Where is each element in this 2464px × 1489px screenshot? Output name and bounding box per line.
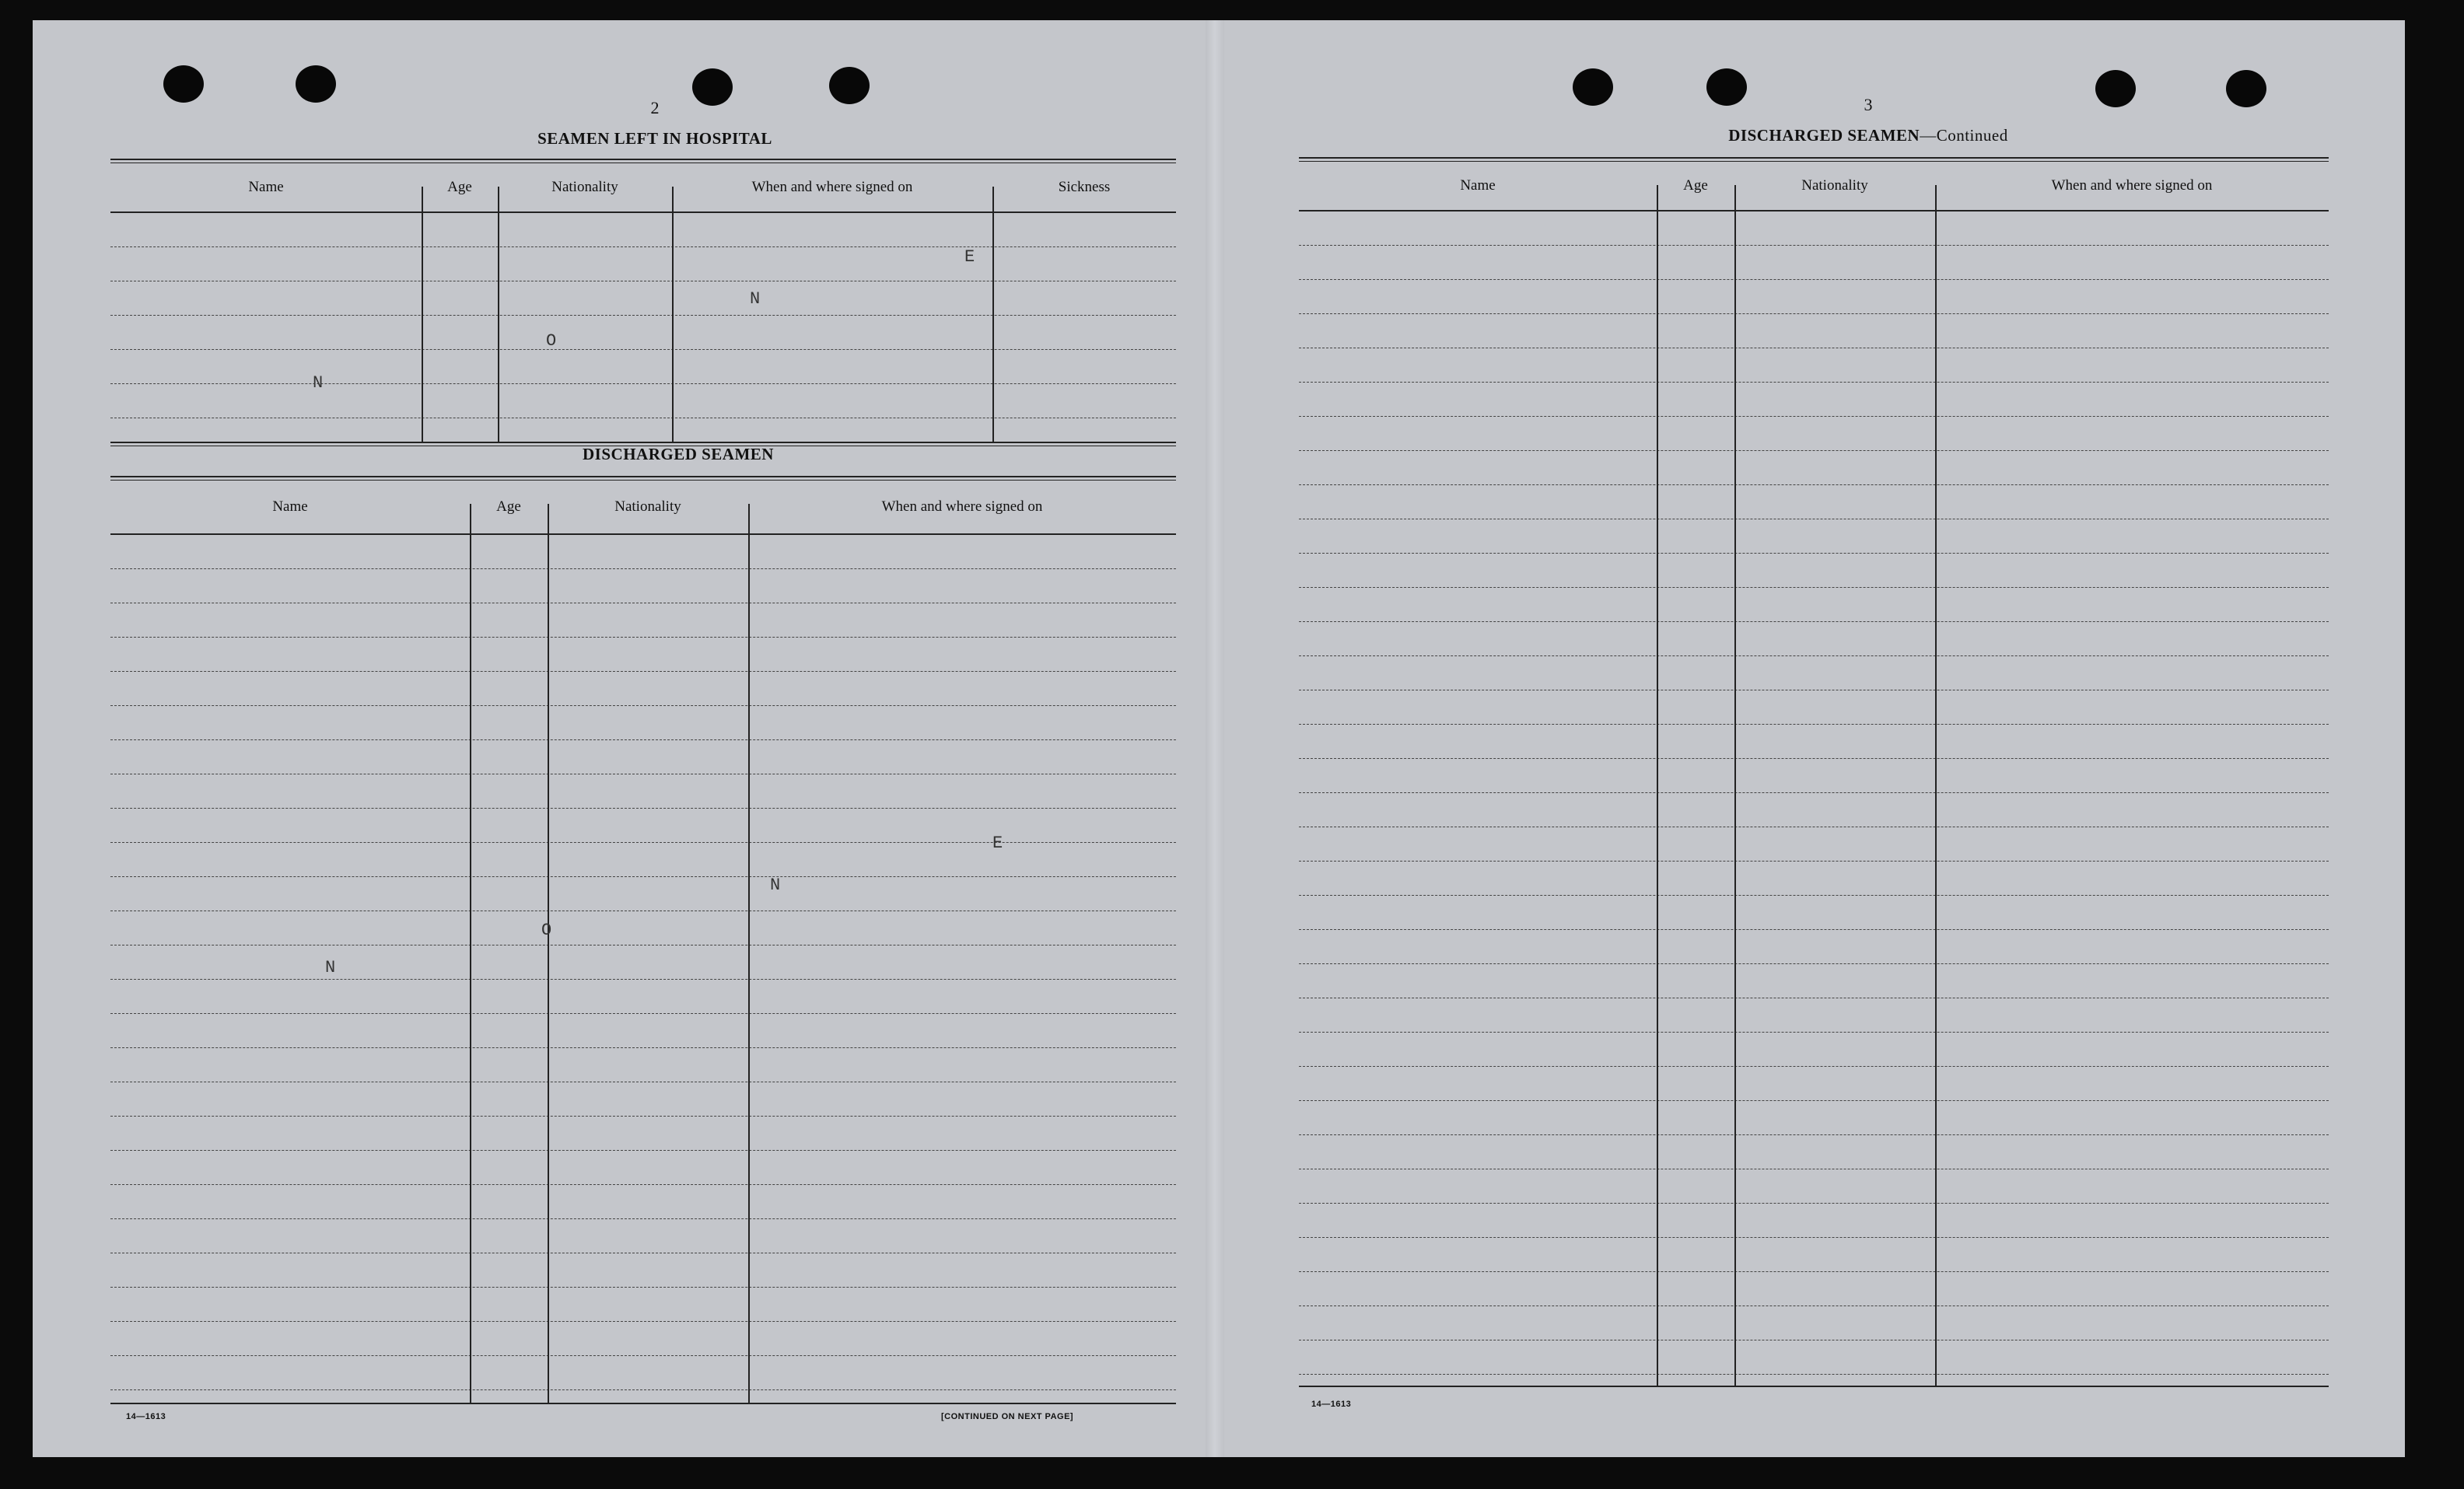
table-row bbox=[1299, 690, 2329, 725]
page-number: 2 bbox=[650, 98, 660, 117]
hospital-rows bbox=[110, 213, 1176, 418]
table-row bbox=[110, 384, 1176, 418]
table-row bbox=[110, 350, 1176, 384]
discharged-rows bbox=[110, 535, 1176, 1390]
table-row bbox=[110, 1048, 1176, 1082]
table-row bbox=[110, 1322, 1176, 1356]
form-number: 14—1613 bbox=[1311, 1400, 1352, 1409]
table-row bbox=[1299, 622, 2329, 656]
table-row bbox=[1299, 485, 2329, 519]
table-row bbox=[1299, 998, 2329, 1033]
discharged-table bbox=[110, 476, 1176, 1406]
table-row bbox=[1299, 348, 2329, 383]
table-row bbox=[110, 809, 1176, 843]
table-row bbox=[110, 740, 1176, 774]
discharged-title: DISCHARGED SEAMEN bbox=[1728, 126, 1920, 145]
table-row bbox=[1299, 827, 2329, 862]
table-row bbox=[110, 706, 1176, 740]
column-header-age: Age bbox=[496, 498, 521, 515]
discharged-continued-table bbox=[1299, 157, 2329, 1390]
table-row bbox=[110, 535, 1176, 569]
discharged-table-header bbox=[110, 481, 1176, 535]
hospital-table-header bbox=[110, 163, 1176, 213]
discharged-title: DISCHARGED SEAMEN bbox=[583, 445, 774, 463]
table-row bbox=[1299, 759, 2329, 793]
column-header-signed-on: When and where signed on bbox=[881, 498, 1043, 515]
table-row bbox=[110, 877, 1176, 911]
table-row bbox=[1299, 211, 2329, 246]
column-header-name: Name bbox=[1460, 177, 1496, 194]
column-header-nationality: Nationality bbox=[614, 498, 681, 515]
table-row bbox=[1299, 1033, 2329, 1067]
table-row bbox=[1299, 519, 2329, 554]
table-row bbox=[110, 980, 1176, 1014]
right-page bbox=[1224, 20, 2405, 1457]
table-row bbox=[110, 1219, 1176, 1253]
table-row bbox=[110, 774, 1176, 809]
table-row bbox=[1299, 1340, 2329, 1375]
table-row bbox=[110, 1151, 1176, 1185]
none-mark: N bbox=[313, 373, 324, 393]
none-mark: E bbox=[964, 247, 975, 267]
table-row bbox=[110, 213, 1176, 247]
table-row bbox=[110, 911, 1176, 945]
table-row bbox=[1299, 896, 2329, 930]
table-row bbox=[1299, 1169, 2329, 1204]
column-header-name: Name bbox=[248, 179, 284, 195]
table-row bbox=[110, 1014, 1176, 1048]
column-header-name: Name bbox=[272, 498, 308, 515]
table-row bbox=[1299, 656, 2329, 690]
table-row bbox=[1299, 246, 2329, 280]
table-row bbox=[1299, 383, 2329, 417]
table-row bbox=[1299, 930, 2329, 964]
table-row bbox=[110, 1356, 1176, 1390]
page-number: 3 bbox=[1864, 95, 1873, 114]
table-row bbox=[1299, 1204, 2329, 1238]
table-row bbox=[110, 638, 1176, 672]
column-header-signed-on: When and where signed on bbox=[2051, 177, 2213, 194]
table-row bbox=[1299, 1238, 2329, 1272]
table-row bbox=[1299, 588, 2329, 622]
continued-note: [CONTINUED ON NEXT PAGE] bbox=[941, 1412, 1074, 1421]
table-row bbox=[1299, 1135, 2329, 1169]
none-mark: N bbox=[750, 289, 761, 309]
table-row bbox=[110, 569, 1176, 603]
document-sheet bbox=[33, 20, 2405, 1457]
column-header-nationality: Nationality bbox=[1801, 177, 1868, 194]
table-row bbox=[1299, 1067, 2329, 1101]
table-row bbox=[1299, 1272, 2329, 1306]
table-row bbox=[1299, 280, 2329, 314]
table-row bbox=[110, 1185, 1176, 1219]
discharged-continued-title bbox=[1557, 126, 2179, 145]
table-row bbox=[110, 1082, 1176, 1117]
table-row bbox=[1299, 554, 2329, 588]
table-row bbox=[110, 316, 1176, 350]
table-row bbox=[1299, 862, 2329, 896]
none-mark: O bbox=[541, 921, 552, 940]
none-mark: N bbox=[325, 958, 336, 977]
form-number: 14—1613 bbox=[126, 1412, 166, 1421]
table-row bbox=[110, 603, 1176, 638]
table-row bbox=[110, 281, 1176, 316]
hospital-title: SEAMEN LEFT IN HOSPITAL bbox=[537, 129, 772, 148]
discharged-continued-header bbox=[1299, 162, 2329, 211]
left-page bbox=[33, 20, 1206, 1457]
none-mark: N bbox=[770, 876, 781, 895]
continued-suffix: —Continued bbox=[1920, 126, 2008, 145]
table-row bbox=[110, 672, 1176, 706]
column-header-age: Age bbox=[447, 179, 472, 195]
column-header-age: Age bbox=[1683, 177, 1708, 194]
table-row bbox=[110, 945, 1176, 980]
table-row bbox=[1299, 1306, 2329, 1340]
table-row bbox=[110, 1117, 1176, 1151]
none-mark: E bbox=[992, 834, 1003, 853]
page-fold bbox=[1206, 20, 1224, 1457]
table-row bbox=[1299, 793, 2329, 827]
table-row bbox=[110, 1253, 1176, 1288]
table-row bbox=[110, 247, 1176, 281]
table-row bbox=[1299, 417, 2329, 451]
column-header-signed-on: When and where signed on bbox=[751, 179, 913, 195]
none-mark: O bbox=[546, 331, 557, 351]
table-row bbox=[1299, 725, 2329, 759]
table-row bbox=[110, 1288, 1176, 1322]
column-header-nationality: Nationality bbox=[551, 179, 618, 195]
table-row bbox=[110, 843, 1176, 877]
table-row bbox=[1299, 451, 2329, 485]
column-header-sickness: Sickness bbox=[1058, 179, 1111, 195]
table-row bbox=[1299, 314, 2329, 348]
discharged-continued-rows bbox=[1299, 211, 2329, 1375]
hospital-table bbox=[110, 159, 1176, 448]
table-row bbox=[1299, 964, 2329, 998]
table-row bbox=[1299, 1101, 2329, 1135]
